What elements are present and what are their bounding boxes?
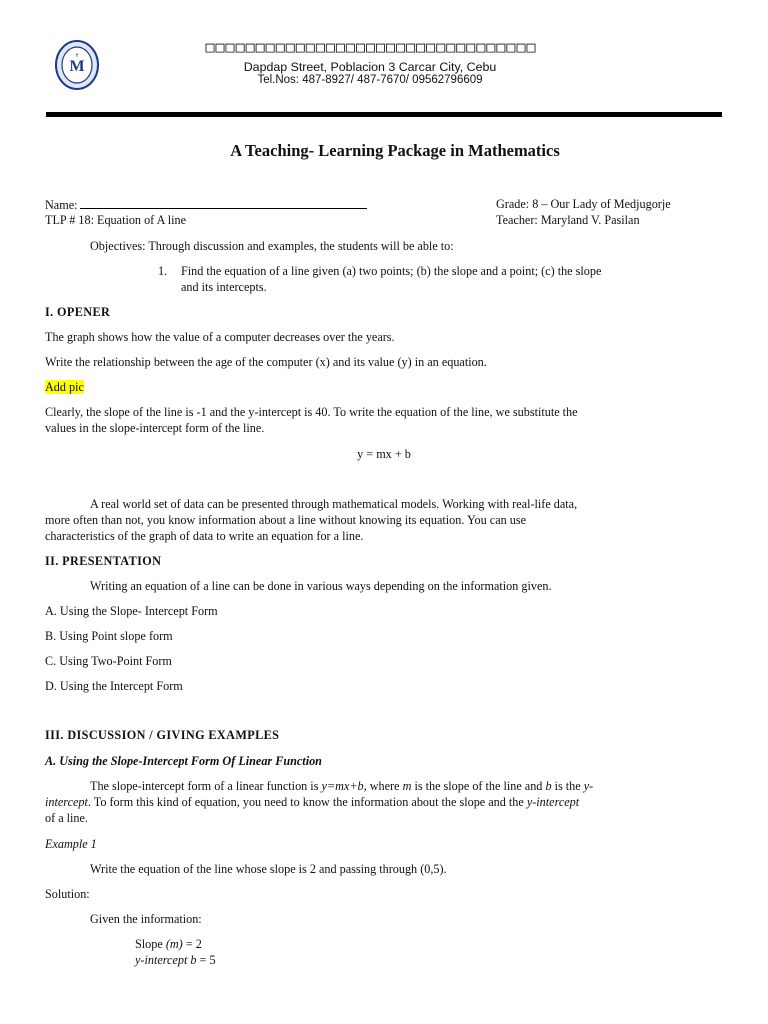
name-field[interactable]: [80, 196, 367, 209]
presentation-item-b: B. Using Point slope form: [45, 629, 173, 643]
presentation-intro: Writing an equation of a line can be done in various ways depending on the information given.: [90, 579, 552, 593]
opener-paragraph-1: The graph shows how the value of a computer decreases over the years.: [45, 330, 395, 344]
opener-paragraph-3-line-2: values in the slope-intercept form of the line.: [45, 421, 265, 435]
teacher-label: Teacher: Maryland V. Pasilan: [496, 213, 640, 227]
name-label: Name:: [45, 198, 78, 212]
discussion-paragraph-line-1: [90, 778, 720, 794]
svg-text:✝: ✝: [74, 53, 80, 59]
presentation-item-c: C. Using Two-Point Form: [45, 654, 172, 668]
text-run: , where: [363, 779, 403, 793]
opener-heading: I. OPENER: [45, 305, 111, 319]
opener-paragraph-4-line-1: A real world set of data can be presented through mathematical models. Working with real-life data,: [90, 497, 578, 511]
text-run: The slope-intercept form of a linear function is: [90, 779, 322, 793]
objective-line-1: Find the equation of a line given (a) two points; (b) the slope and a point; (c) the slope: [181, 264, 602, 278]
school-logo-icon: [55, 40, 99, 90]
presentation-heading: II. PRESENTATION: [45, 554, 162, 568]
text-run: is the slope of the line and: [411, 779, 546, 793]
given-y-intercept: [135, 952, 216, 968]
svg-text:M: M: [69, 58, 85, 75]
school-name: □□□□□□□□□□□□□□□□□□□□□□□□□□□□□□□□□: [205, 38, 537, 56]
discussion-paragraph-line-2: [45, 794, 725, 810]
opener-paragraph-2: Write the relationship between the age of the computer (x) and its value (y) in an equation.: [45, 355, 487, 369]
text-run: . To form this kind of equation, you need to know the information about the slope and the: [87, 795, 527, 809]
presentation-item-d: D. Using the Intercept Form: [45, 679, 183, 693]
example-text: Write the equation of the line whose slope is 2 and passing through (0,5).: [90, 862, 447, 876]
text-run: y-intercept: [526, 795, 580, 809]
text-run: (m): [165, 937, 183, 951]
text-run: = 2: [182, 937, 202, 951]
add-pic-note: Add pic: [45, 380, 84, 394]
solution-label: Solution:: [45, 887, 90, 901]
variable-m: m: [402, 779, 412, 793]
text-run: is the: [551, 779, 584, 793]
slope-intercept-formula: y = mx + b: [357, 447, 411, 461]
objective-number: 1.: [158, 264, 168, 278]
school-phones: Tel.Nos: 487-8927/ 487-7670/ 09562796609: [257, 74, 483, 86]
equation-text: y=mx+b: [321, 779, 364, 793]
objectives-intro: Objectives: Through discussion and examples, the students will be able to:: [90, 239, 454, 253]
document-title: A Teaching- Learning Package in Mathematics: [230, 141, 560, 160]
school-address: Dapdap Street, Poblacion 3 Carcar City, Cebu: [243, 60, 497, 74]
variable-b: b: [545, 779, 552, 793]
text-run: y-intercept b: [135, 953, 197, 967]
text-run: Slope: [135, 937, 166, 951]
opener-paragraph-3-line-1: Clearly, the slope of the line is -1 and the y-intercept is 40. To write the equation of the line, we substitute the: [45, 405, 578, 419]
discussion-heading: III. DISCUSSION / GIVING EXAMPLES: [45, 728, 280, 742]
example-label: Example 1: [45, 837, 97, 851]
discussion-subheading: A. Using the Slope-Intercept Form Of Linear Function: [45, 754, 322, 768]
text-run: intercept: [45, 795, 88, 809]
text-run: y-: [583, 779, 594, 793]
opener-paragraph-4-line-3: characteristics of the graph of data to write an equation for a line.: [45, 529, 364, 543]
given-label: Given the information:: [90, 912, 202, 926]
header-divider: [46, 112, 722, 117]
discussion-paragraph-line-3: of a line.: [45, 811, 88, 825]
objective-line-2: and its intercepts.: [181, 280, 267, 294]
given-slope: [135, 936, 202, 952]
text-run: = 5: [196, 953, 216, 967]
presentation-item-a: A. Using the Slope- Intercept Form: [45, 604, 218, 618]
opener-paragraph-4-line-2: more often than not, you know information about a line without knowing its equation. You can use: [45, 513, 526, 527]
tlp-label: TLP # 18: Equation of A line: [45, 213, 187, 227]
grade-label: Grade: 8 – Our Lady of Medjugorje: [496, 197, 671, 211]
